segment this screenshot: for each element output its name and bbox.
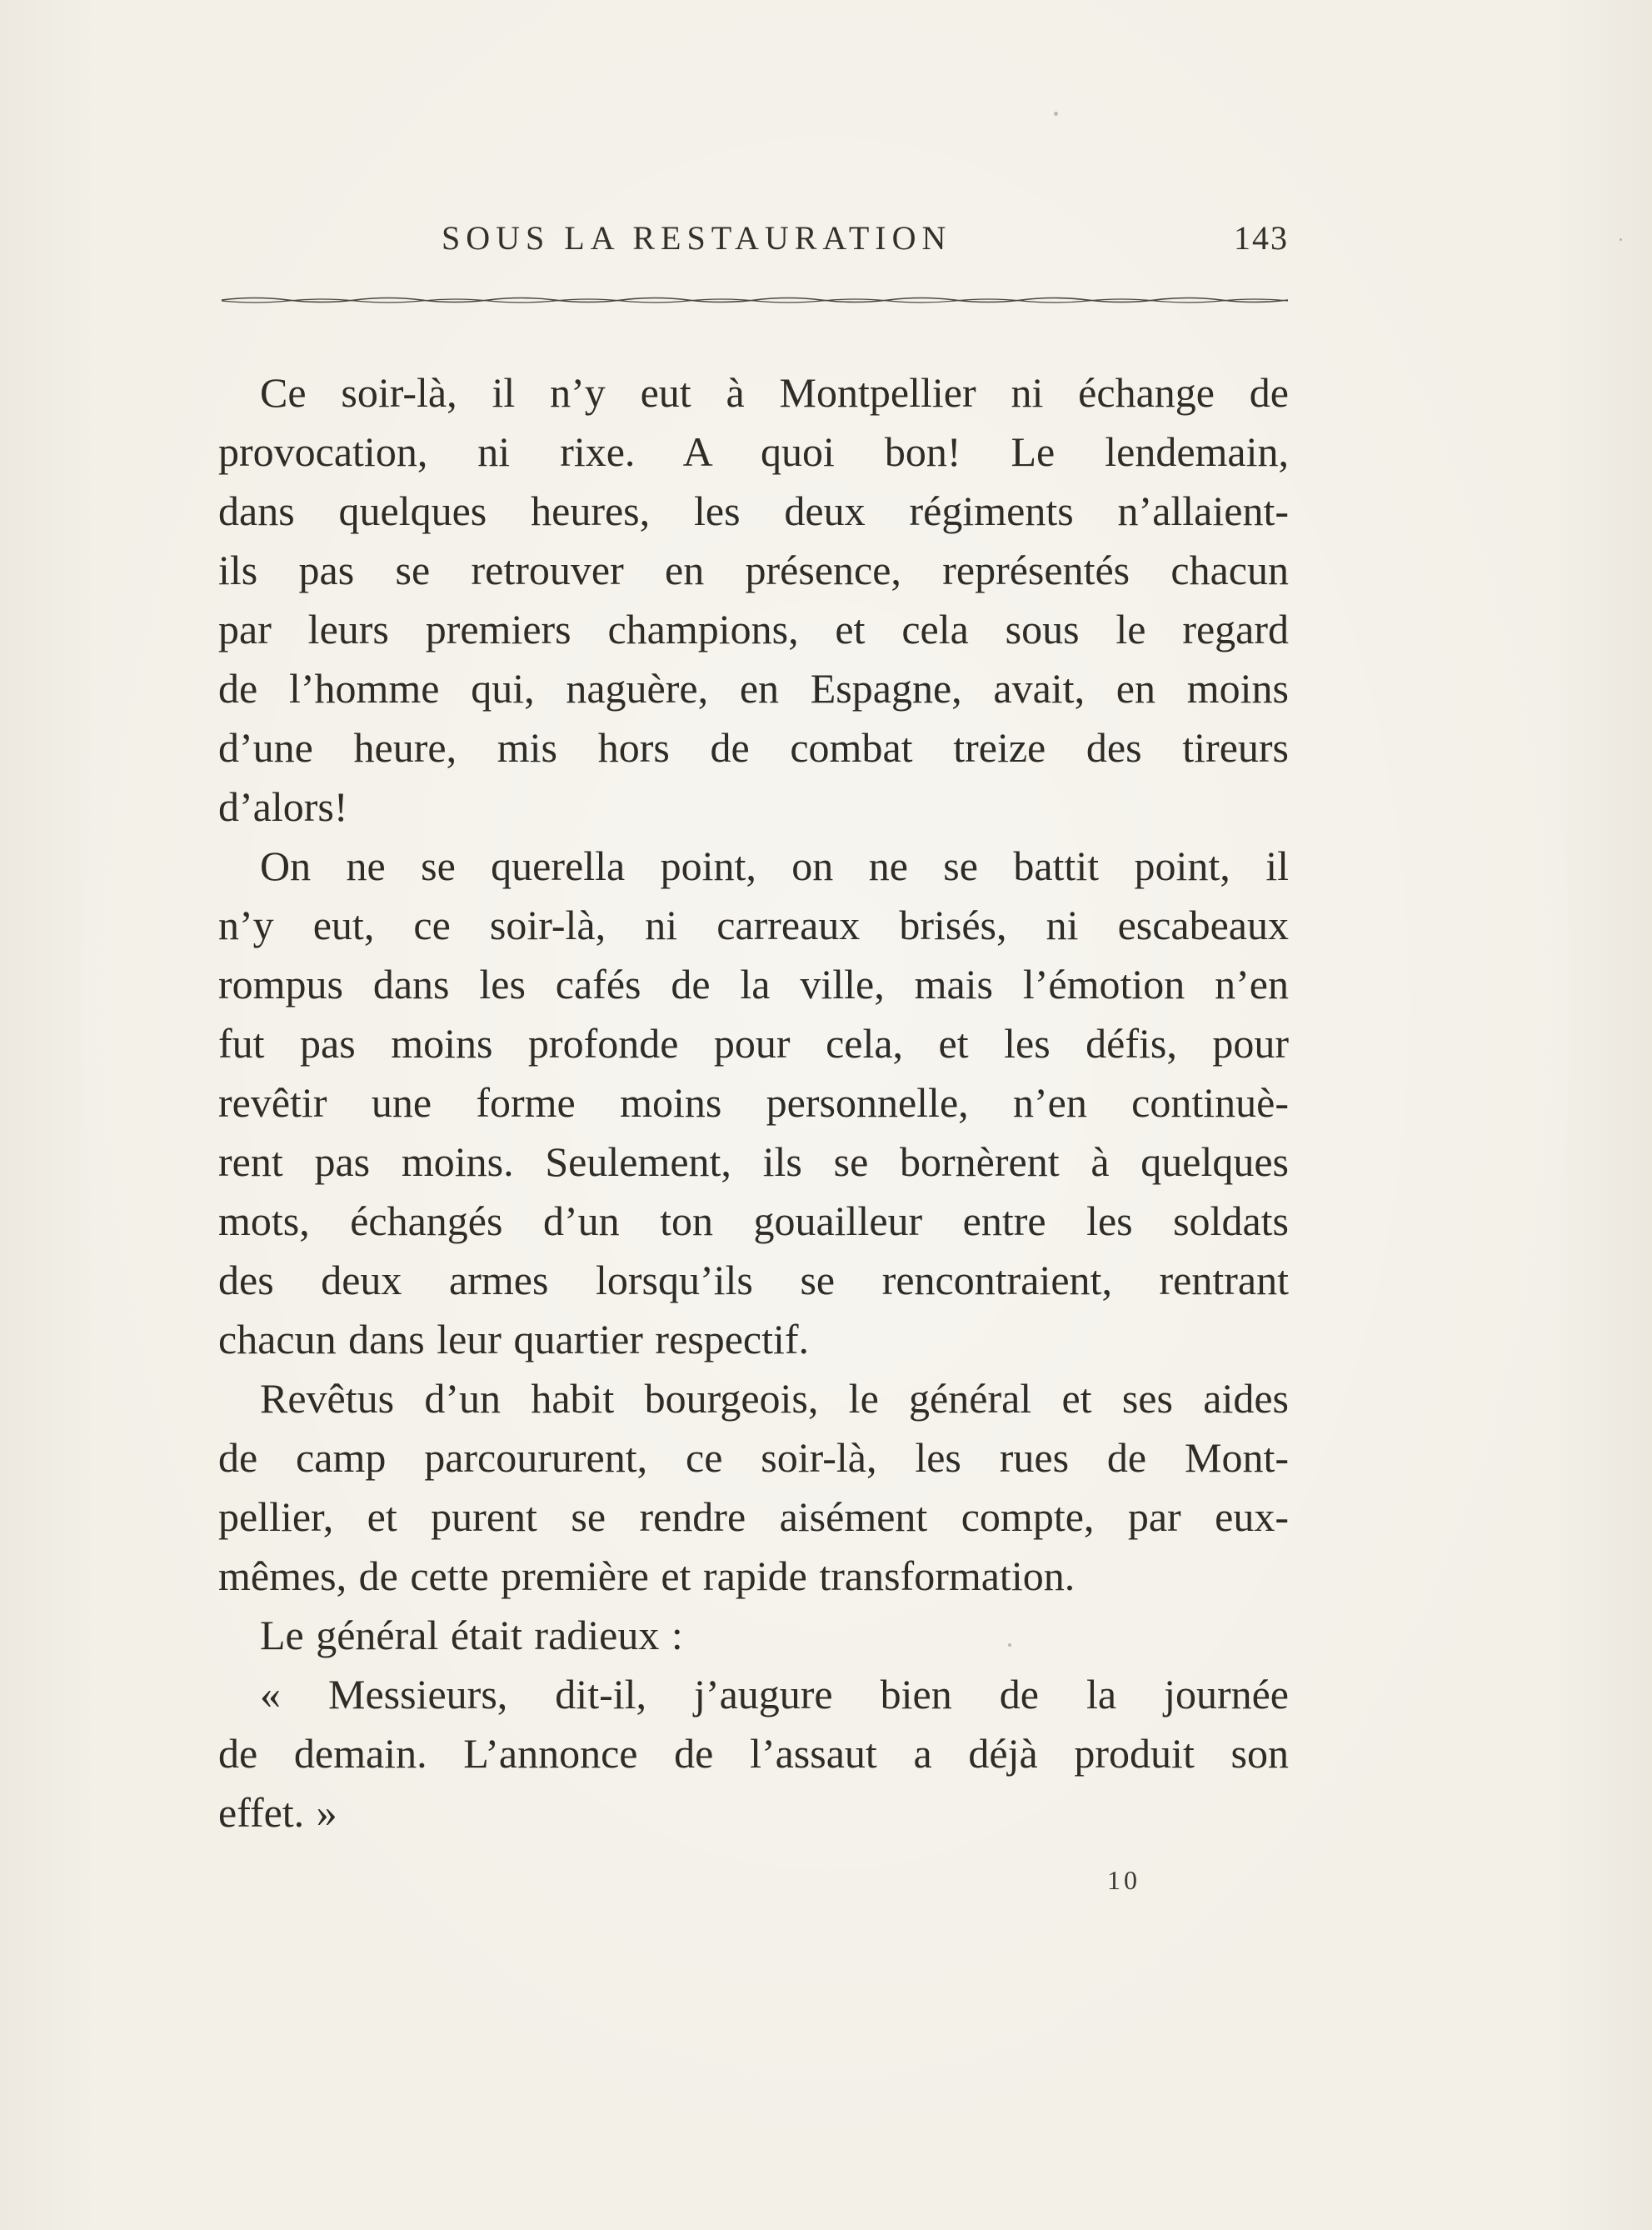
text-line: par leurs premiers champions, et cela sous le regard <box>218 606 1289 652</box>
paper-speck <box>1008 1643 1011 1647</box>
running-title: SOUS LA RESTAURATION <box>442 219 952 257</box>
text-line: pellier, et purent se rendre aisément compte, par eux- <box>218 1493 1289 1540</box>
text-line: n’y eut, ce soir-là, ni carreaux brisés, ni escabeaux <box>218 902 1289 948</box>
signature-mark: 10 <box>1107 1865 1140 1895</box>
paper-speck <box>1620 238 1622 241</box>
paper-speck <box>1054 112 1058 116</box>
text-line: Ce soir-là, il n’y eut à Montpellier ni échange de <box>260 369 1289 416</box>
text-line: ils pas se retrouver en présence, représentés chacun <box>218 547 1289 593</box>
text-line: mêmes, de cette première et rapide transformation. <box>218 1552 1076 1599</box>
text-line: provocation, ni rixe. A quoi bon! Le lendemain, <box>218 428 1289 475</box>
text-line: « Messieurs, dit-il, j’augure bien de la journée <box>260 1671 1289 1718</box>
text-line: d’alors! <box>218 783 348 830</box>
text-line: de demain. L’annonce de l’assaut a déjà produit son <box>218 1730 1289 1777</box>
text-line: des deux armes lorsqu’ils se rencontraient, rentrant <box>218 1257 1289 1303</box>
text-line: mots, échangés d’un ton gouailleur entre les soldats <box>218 1198 1289 1244</box>
text-line: effet. » <box>218 1789 337 1836</box>
text-line: de l’homme qui, naguère, en Espagne, avait, en moins <box>218 665 1289 712</box>
text-line: On ne se querella point, on ne se battit point, il <box>260 842 1289 889</box>
text-line: chacun dans leur quartier respectif. <box>218 1316 810 1362</box>
page-number: 143 <box>1234 219 1289 257</box>
text-line: Revêtus d’un habit bourgeois, le général et ses aides <box>260 1375 1289 1422</box>
text-line: rent pas moins. Seulement, ils se bornèrent à quelques <box>218 1138 1289 1185</box>
running-head <box>218 218 1289 268</box>
ornamental-rule <box>222 293 1288 307</box>
text-line: rompus dans les cafés de la ville, mais l’émotion n’en <box>218 961 1289 1008</box>
text-line: dans quelques heures, les deux régiments n’allaient- <box>218 488 1289 534</box>
text-line: revêtir une forme moins personnelle, n’en continuè- <box>218 1079 1289 1126</box>
text-line: fut pas moins profonde pour cela, et les défis, pour <box>218 1020 1289 1067</box>
text-line: d’une heure, mis hors de combat treize des tireurs <box>218 724 1289 771</box>
text-line: de camp parcoururent, ce soir-là, les rues de Mont- <box>218 1434 1289 1481</box>
body-text <box>218 363 1289 1842</box>
text-line: Le général était radieux : <box>260 1612 683 1658</box>
